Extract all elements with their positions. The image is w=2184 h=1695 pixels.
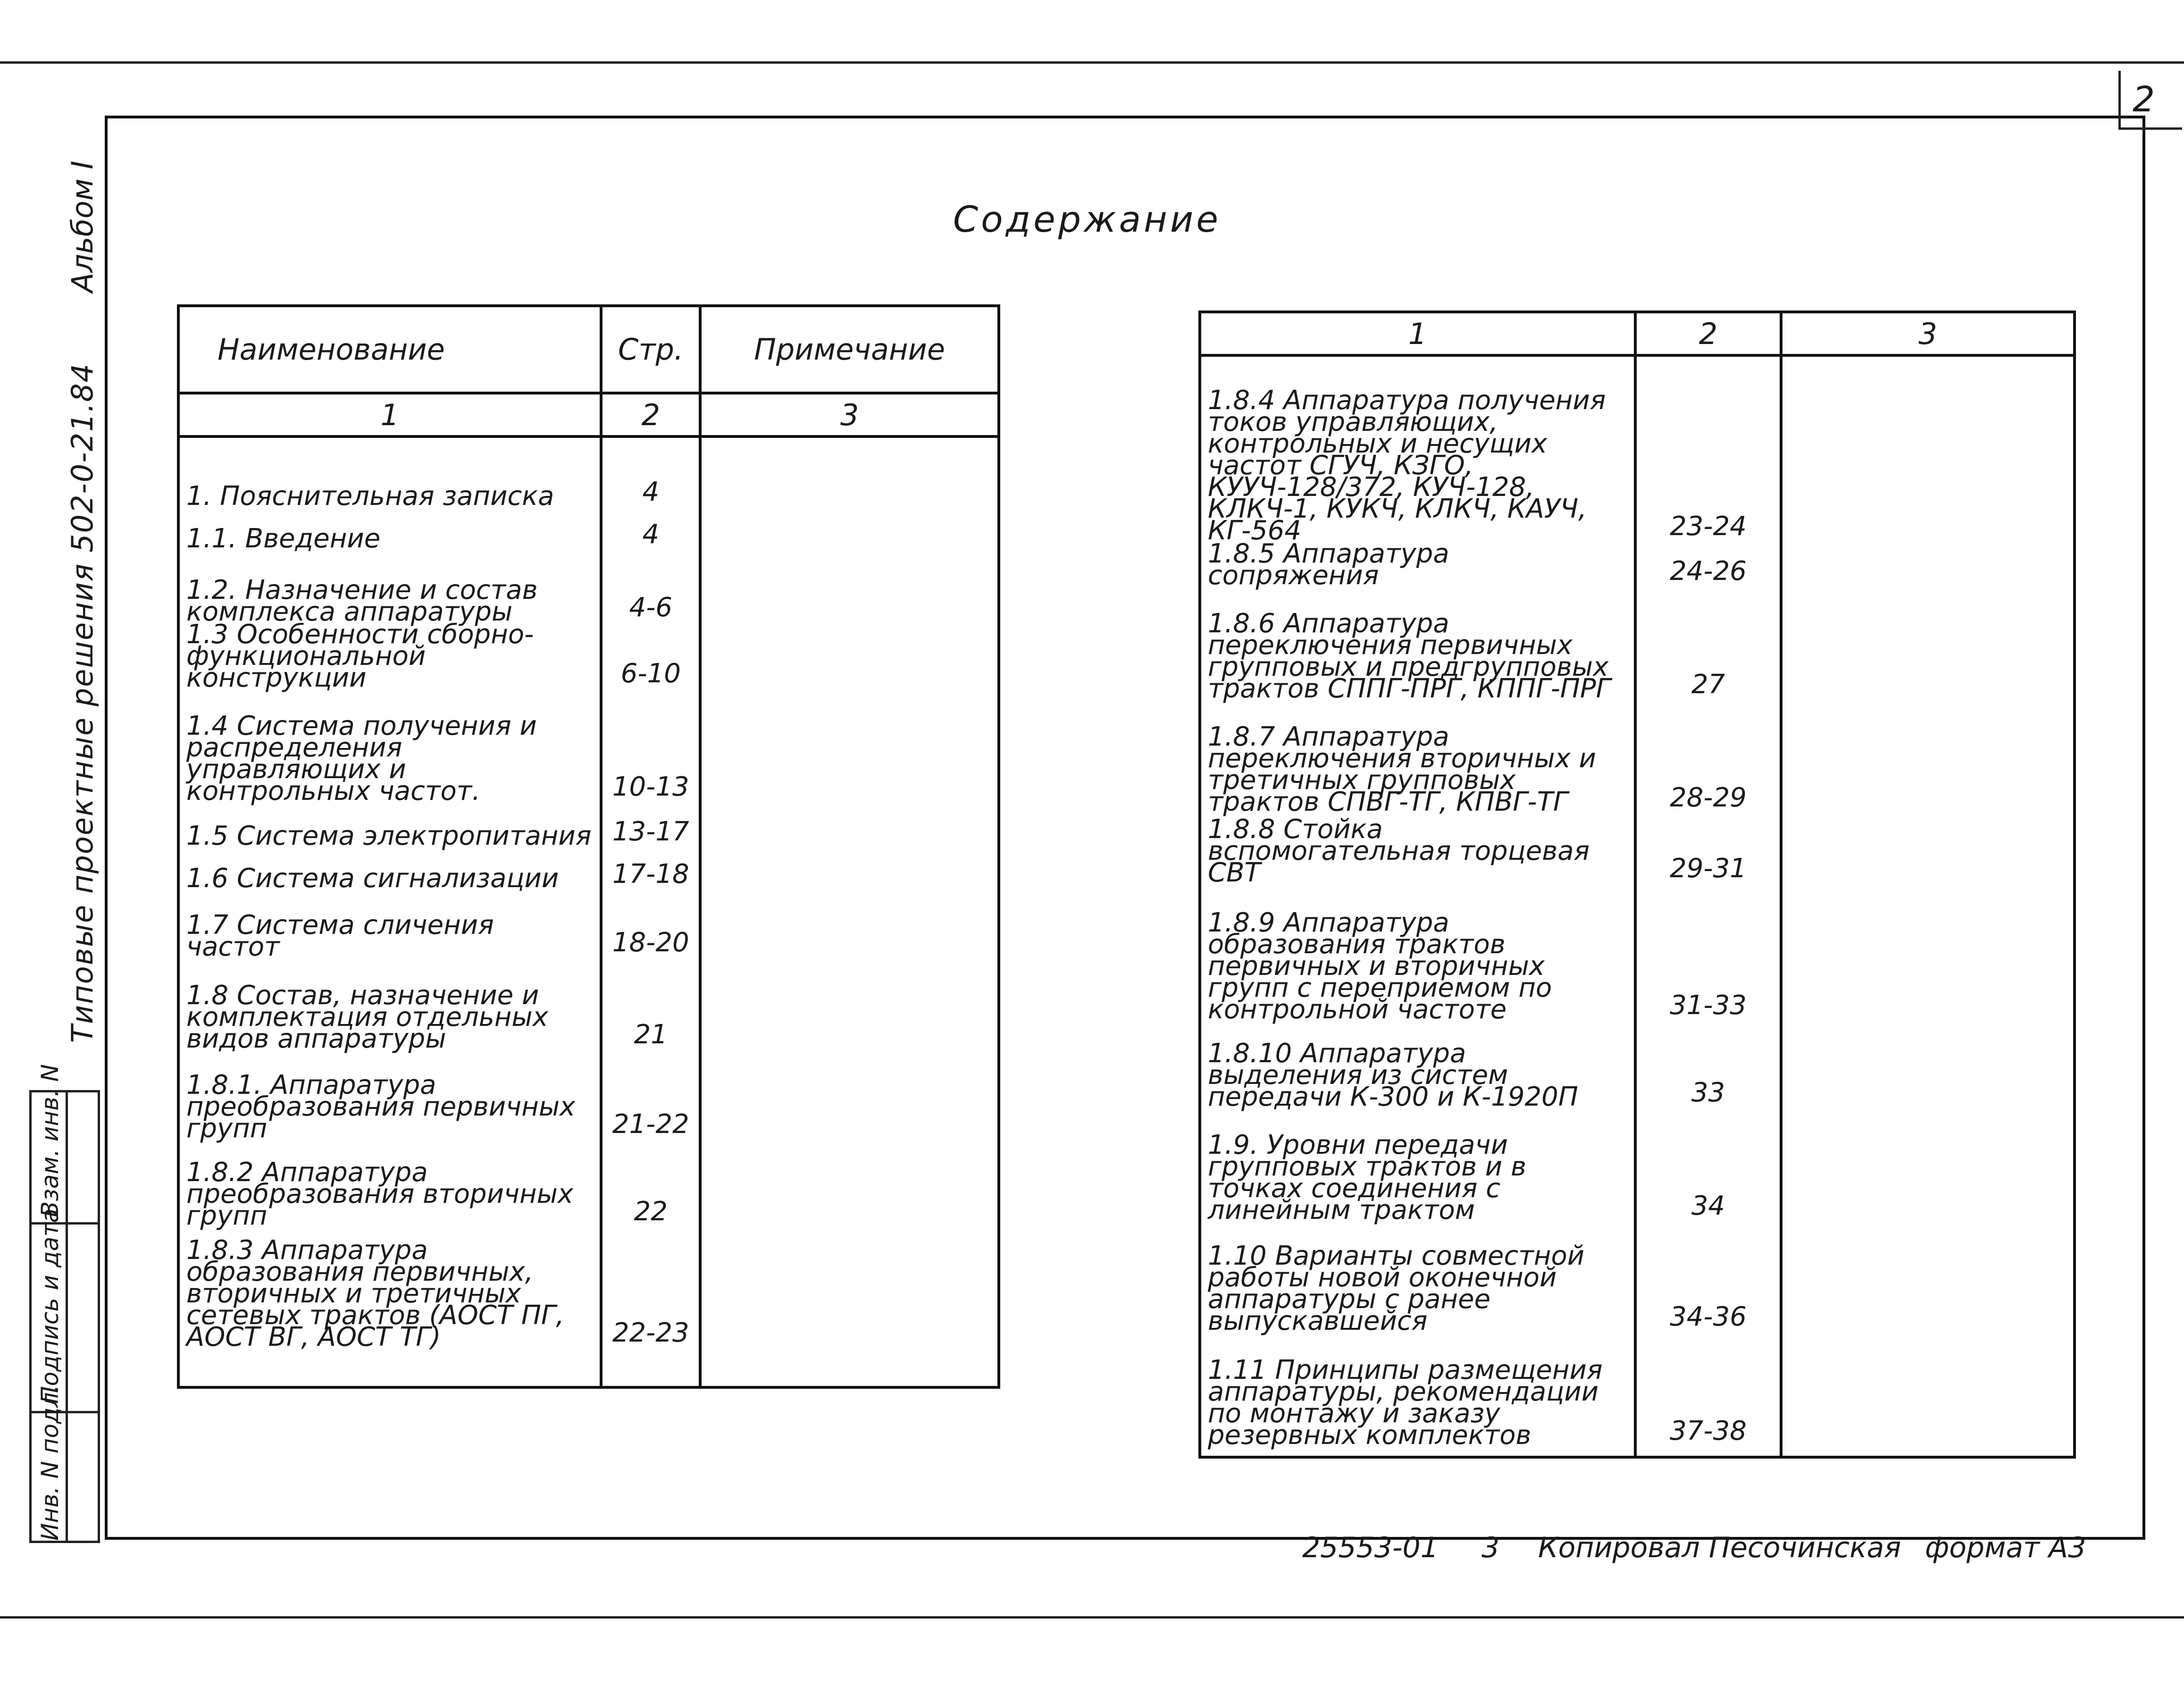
- paper-format: формат А3: [1925, 1531, 2086, 1564]
- column-number: 2: [601, 393, 700, 436]
- toc-page: 17-18: [601, 847, 700, 889]
- toc-entry: 1.8.8 Стойка вспомогательная торцевая СВТ: [1200, 813, 1635, 884]
- column-header-note: Примечание: [700, 306, 999, 393]
- toc-page: 23-24: [1635, 355, 1781, 542]
- toc-entry: 1.2. Назначение и состав комплекса аппаратуры: [178, 550, 601, 623]
- toc-page: 31-33: [1635, 884, 1781, 1021]
- series-title: Типовые проектные решения 502-0-21.84: [65, 362, 100, 1043]
- toc-entry: 1.9. Уровни передачи групповых трактов и в точках соединения с линейным трактом: [1200, 1108, 1635, 1221]
- stamp-inv-original: Инв. N подл.: [36, 1385, 64, 1541]
- toc-page: 6-10: [601, 623, 700, 689]
- column-number: 3: [1781, 312, 2075, 355]
- stamp-signature-date: Подпись и дата: [36, 1208, 64, 1404]
- toc-entry: 1.8.4 Аппаратура получения токов управляющих, контрольных и несущих частот СГУЧ, КЗГО, КУУЧ-128/372, КУЧ-128, КЛКЧ-1, КУКЧ, КЛКЧ, КАУЧ, КГ-564: [1200, 355, 1635, 542]
- toc-page: 21: [601, 958, 700, 1050]
- column-header-page: Стр.: [601, 306, 700, 393]
- toc-entry: 1.8.7 Аппаратура переключения вторичных и третичных групповых трактов СПВГ-ТГ, КПВГ-ТГ: [1200, 700, 1635, 813]
- toc-page: 34-36: [1635, 1221, 1781, 1332]
- toc-entry: 1.8.10 Аппаратура выделения из систем передачи К-300 и К-1920П: [1200, 1021, 1635, 1108]
- toc-entry: 1.3 Особенности сборно-функциональной конструкции: [178, 623, 601, 689]
- toc-page: 22-23: [601, 1227, 700, 1387]
- toc-page: 34: [1635, 1108, 1781, 1221]
- order-number: 25553-01: [1302, 1531, 1439, 1564]
- contents-table-left: [177, 304, 1000, 1389]
- toc-page: 4-6: [601, 550, 700, 623]
- toc-entry: 1.8.3 Аппаратура образования первичных, вторичных и третичных сетевых трактов (АОСТ ПГ, АОСТ ВГ, АОСТ ТГ): [178, 1227, 601, 1387]
- sheet-number: 3: [1481, 1531, 1500, 1564]
- toc-entry: 1.6 Система сигнализации: [178, 847, 601, 889]
- toc-page: 18-20: [601, 889, 700, 958]
- toc-entry: 1.8.9 Аппаратура образования трактов первичных и вторичных групп с переприемом по контрольной частоте: [1200, 884, 1635, 1021]
- column-number: 3: [700, 393, 999, 436]
- toc-page: 37-38: [1635, 1332, 1781, 1457]
- toc-entry: 1.10 Варианты совместной работы новой оконечной аппаратуры с ранее выпускавшейся: [1200, 1221, 1635, 1332]
- page-title: Содержание: [953, 198, 1221, 240]
- stamp-replacement-inv: Взам. инв. N: [36, 1064, 64, 1217]
- toc-entry: 1.1. Введение: [178, 507, 601, 550]
- column-header-name: Наименование: [178, 306, 601, 393]
- contents-table-right: [1198, 310, 2076, 1459]
- toc-page: 13-17: [601, 802, 700, 847]
- toc-entry: 1.4 Система получения и распределения управляющих и контрольных частот.: [178, 689, 601, 802]
- toc-page: 10-13: [601, 689, 700, 802]
- toc-entry: 1.7 Система сличения частот: [178, 889, 601, 958]
- toc-page: 21-22: [601, 1050, 700, 1140]
- copied-by: Копировал Песочинская: [1538, 1531, 1901, 1564]
- toc-page: 4: [601, 507, 700, 550]
- toc-page: 28-29: [1635, 700, 1781, 813]
- column-number: 2: [1635, 312, 1781, 355]
- column-number: 1: [1200, 312, 1635, 355]
- toc-entry: 1.8.6 Аппаратура переключения первичных групповых и предгрупповых трактов СППГ-ПРГ, КППГ-ПРГ: [1200, 587, 1635, 700]
- column-number: 1: [178, 393, 601, 436]
- toc-page: 22: [601, 1140, 700, 1227]
- toc-entry: 1.8 Состав, назначение и комплектация отдельных видов аппаратуры: [178, 958, 601, 1050]
- toc-entry: 1.8.1. Аппаратура преобразования первичных групп: [178, 1050, 601, 1140]
- toc-entry: 1.5 Система электропитания: [178, 802, 601, 847]
- toc-page: 4: [601, 436, 700, 507]
- page-number: 2: [2133, 79, 2155, 120]
- toc-page: 24-26: [1635, 542, 1781, 587]
- toc-entry: 1.8.2 Аппаратура преобразования вторичных групп: [178, 1140, 601, 1227]
- toc-page: 27: [1635, 587, 1781, 700]
- toc-entry: 1.11 Принципы размещения аппаратуры, рекомендации по монтажу и заказу резервных комплектов: [1200, 1332, 1635, 1457]
- album-label: Альбом I: [65, 160, 100, 293]
- toc-page: 33: [1635, 1021, 1781, 1108]
- toc-entry: 1. Пояснительная записка: [178, 436, 601, 507]
- toc-page: 29-31: [1635, 813, 1781, 884]
- toc-entry: 1.8.5 Аппаратура сопряжения: [1200, 542, 1635, 587]
- title-block-stamp: [29, 1064, 100, 1543]
